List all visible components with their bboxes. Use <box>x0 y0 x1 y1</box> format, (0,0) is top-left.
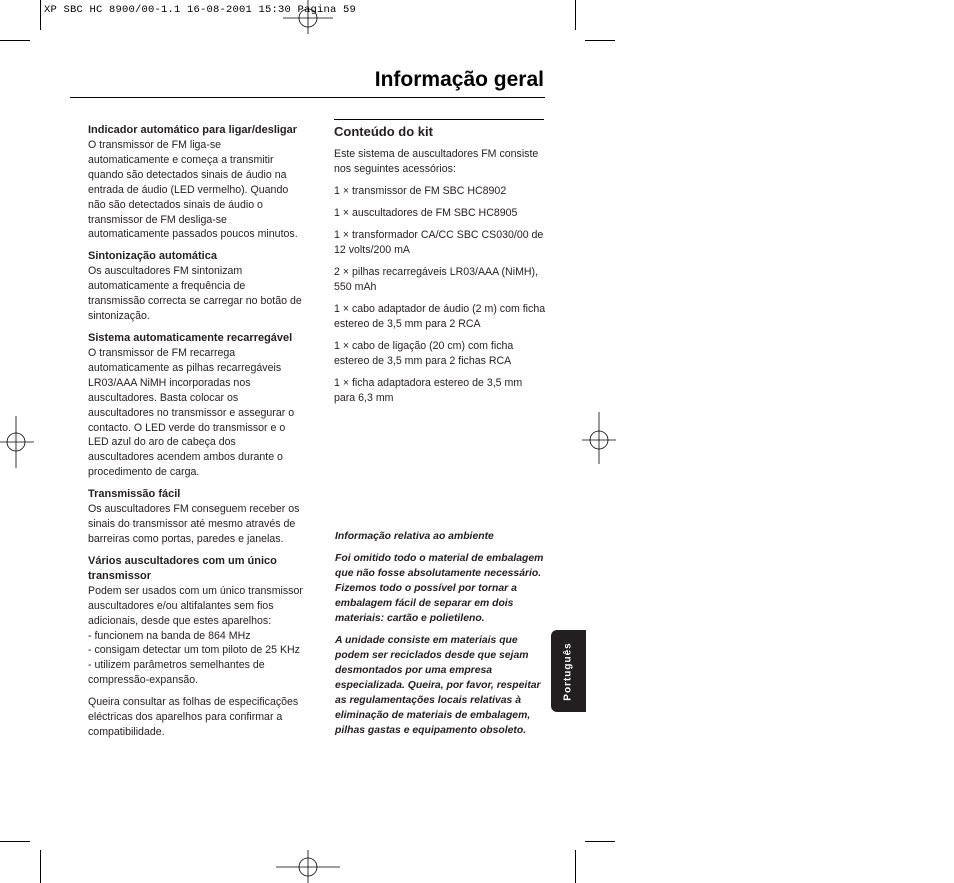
crop-mark-bottom-right-v <box>575 850 576 883</box>
kit-rule <box>334 119 544 120</box>
section-title: Sintonização automática <box>88 250 217 263</box>
print-header: XP SBC HC 8900/00-1.1 16-08-2001 15:30 Pagina 59 <box>44 4 357 16</box>
registration-mark-right <box>582 412 616 464</box>
kit-item: 1 × auscultadores de FM SBC HC8905 <box>334 207 518 219</box>
title-rule <box>70 97 545 98</box>
kit-title: Conteúdo do kit <box>334 124 433 139</box>
kit-item: 1 × transformador CA/CC SBC CS030/00 de 12 volts/200 mA <box>334 229 544 256</box>
section-title: Indicador automático para ligar/desligar <box>88 124 298 136</box>
environment-paragraph: Foi omitido todo o material de embalagem que não fosse absolutamente necessário. Fizemos todo o possível por tornar a embalagem fácil de separar em dois materiais: cartão e polietileno. <box>335 553 544 624</box>
crop-mark-bottom-left-h <box>0 841 30 842</box>
kit-intro: Este sistema de auscultadores FM consiste nos seguintes acessórios: <box>334 148 539 175</box>
features-column <box>88 123 303 747</box>
crop-mark-top-left-h <box>0 40 30 41</box>
environment-info <box>335 529 547 745</box>
feature-section-multiple-headphones <box>88 554 303 740</box>
kit-item: 1 × cabo de ligação (20 cm) com ficha estereo de 3,5 mm para 2 fichas RCA <box>334 340 514 367</box>
section-body: Podem ser usados com um único transmissor auscultadores e/ou altifalantes sem fios adicionais, desde que estes aparelhos: - funcionem na banda de 864 MHz - consigam detectar um tom piloto de 25 KHz - utilizem parâmetros semelhantes de compressão-expansão. <box>88 584 303 687</box>
kit-item: 2 × pilhas recarregáveis LR03/AAA (NiMH), 550 mAh <box>334 266 539 293</box>
registration-mark-top <box>283 0 333 34</box>
section-body: Os auscultadores FM sintonizam automaticamente a frequência de transmissão correcta se carregar no botão de sintonização. <box>88 265 302 323</box>
feature-section-auto-tuning <box>88 249 303 324</box>
crop-mark-top-right-v <box>575 0 576 30</box>
section-note: Queira consultar as folhas de especificações eléctricas dos aparelhos para confirmar a compatibilidade. <box>88 696 299 738</box>
registration-mark-bottom <box>276 850 340 883</box>
registration-mark-left <box>0 416 34 468</box>
feature-section-transmission <box>88 487 303 547</box>
crop-mark-bottom-left-v <box>40 850 41 883</box>
kit-item: 1 × ficha adaptadora estereo de 3,5 mm para 6,3 mm <box>334 377 523 404</box>
crop-mark-top-right-h <box>585 40 615 41</box>
section-title: Vários auscultadores com um único transmissor <box>88 554 277 582</box>
section-body: O transmissor de FM recarrega automaticamente as pilhas recarregáveis LR03/AAA NiMH incorporadas nos auscultadores. Basta colocar os auscultadores no transmissor e assegurar o contacto. O LED verde do transmissor e o LED azul do aro de cabeça dos auscultadores acendem ambos durante o procedimento de carga. <box>88 346 295 479</box>
kit-item: 1 × transmissor de FM SBC HC8902 <box>334 185 507 197</box>
feature-section-recharge <box>88 331 303 480</box>
environment-title: Informação relativa ao ambiente <box>335 531 494 542</box>
section-title: Transmissão fácil <box>88 488 181 501</box>
crop-mark-bottom-right-h <box>585 841 615 842</box>
section-title: Sistema automaticamente recarregável <box>88 331 293 344</box>
section-body: O transmissor de FM liga-se automaticamente e começa a transmitir quando são detectados sinais de áudio na entrada de áudio (LED vermelho). Quando não são detectados sinais de áudio o transmissor de FM desliga-se automaticamente passados poucos minutos. <box>88 139 298 241</box>
section-body: Os auscultadores FM conseguem receber os sinais do transmissor até mesmo através de barreiras como portas, paredes e janelas. <box>88 503 300 545</box>
environment-paragraph: A unidade consiste em materiais que podem ser reciclados desde que sejam desmontados por uma empresa especializada. Queira, por favor, respeitar as regulamentações locais relativas à eliminação de materiais de embalagem, pilhas gastas e equipamento obsoleto. <box>335 635 541 736</box>
language-tab-label: Português <box>563 641 575 701</box>
kit-contents <box>334 119 546 413</box>
language-tab <box>551 630 586 712</box>
kit-item: 1 × cabo adaptador de áudio (2 m) com ficha estereo de 3,5 mm para 2 RCA <box>334 303 546 330</box>
feature-section-auto-power <box>88 123 303 242</box>
page-title: Informação geral <box>374 68 544 91</box>
crop-mark-top-left-v <box>40 0 41 30</box>
